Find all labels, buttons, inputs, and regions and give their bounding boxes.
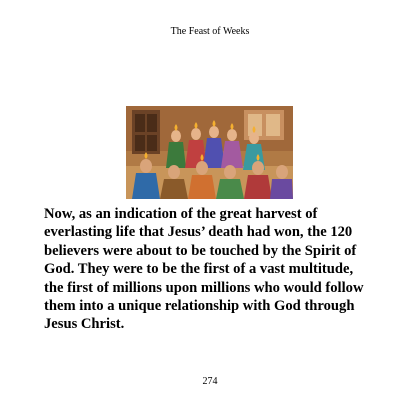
text-line: them into a unique relationship with God through bbox=[44, 298, 355, 315]
text-line: Now, as an indication of the great harvest of bbox=[44, 206, 318, 222]
body-paragraph bbox=[44, 205, 394, 334]
pentecost-illustration bbox=[126, 106, 293, 199]
page-number: 274 bbox=[202, 376, 218, 387]
text-line: the first of millions upon millions who would follow bbox=[44, 279, 364, 296]
text-line: everlasting life that Jesus’ death had won, the 120 bbox=[44, 224, 353, 241]
text-line: believers were about to be touched by the Spirit of bbox=[44, 242, 357, 259]
text-line: God. They were to be the first of a vast multitude, bbox=[44, 261, 354, 278]
running-header: The Feast of Weeks bbox=[170, 26, 250, 37]
text-line: Jesus Christ. bbox=[44, 316, 125, 333]
